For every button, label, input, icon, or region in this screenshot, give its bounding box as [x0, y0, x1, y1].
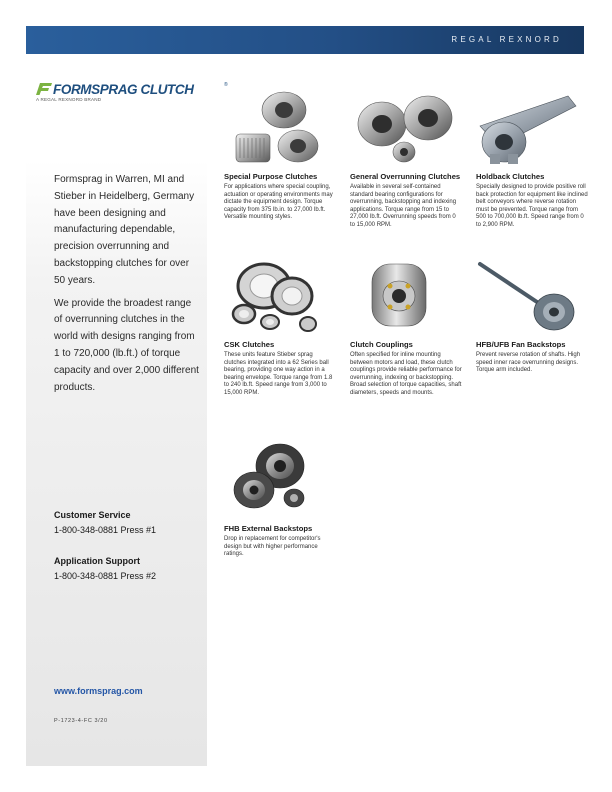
logo-trademark: ®	[224, 82, 228, 88]
product-title: Clutch Couplings	[350, 340, 413, 349]
document-number: P-1723-4-FC 3/20	[54, 718, 108, 724]
product-title: FHB External Backstops	[224, 524, 313, 533]
customer-service-title: Customer Service	[54, 510, 131, 520]
formsprag-logo-icon	[36, 83, 52, 95]
header-brand: REGAL REXNORD	[451, 35, 562, 44]
product-description: Specially designed to provide positive roll back protection for equipment like inclined belt conveyors where reverse rotation must be prevented. Torque range from 500 to 700,000 lb.ft. Speed range from 0 to 2,900 RPM.	[476, 184, 588, 228]
product-title: CSK Clutches	[224, 340, 275, 349]
product-description: Prevent reverse rotation of shafts. High speed inner race overrunning designs. Torque arm included.	[476, 352, 581, 374]
application-support-phone[interactable]: 1-800-348-0881 Press #2	[54, 571, 157, 581]
special-purpose-clutch-image	[224, 88, 336, 170]
product-title: Holdback Clutches	[476, 172, 545, 181]
logo-name: FORMSPRAG CLUTCH	[53, 82, 194, 97]
website-link[interactable]: www.formsprag.com	[54, 686, 143, 696]
fan-backstop-image	[476, 256, 588, 338]
header-bar	[26, 26, 584, 54]
product-description: These units feature Stieber sprag clutches integrated into a 62 Series ball bearing, providing one way action in a bearing envelope. Torque range from 1.8 to 240 lb.ft. Speed range from 3,000 to 15,000 RPM.	[224, 352, 333, 396]
product-description: Often specified for inline mounting between motors and load, these clutch couplings provide reliable performance for overrunning, indexing or backstopping. Broad selection of torque capacities, shaft diameters, speeds and mounts.	[350, 352, 462, 396]
intro-text	[54, 172, 202, 396]
csk-clutch-image	[224, 256, 336, 338]
application-support-block	[54, 556, 204, 581]
product-title: General Overrunning Clutches	[350, 172, 461, 181]
application-support-title: Application Support	[54, 556, 140, 566]
product-title: HFB/UFB Fan Backstops	[476, 340, 566, 349]
clutch-coupling-image	[350, 256, 462, 338]
product-description: Available in several self-contained standard bearing configurations for overrunning, backstopping and indexing applications. Torque range from 15 to 27,000 lb.ft. Overrunning speeds from 0 to 15,000 RPM.	[350, 184, 457, 228]
intro-paragraph-1: Formsprag in Warren, MI and Stieber in Heidelberg, Germany have been designing and manufacturing dependable, precision overrunning and backstopping clutches for over 50 years.	[54, 174, 195, 286]
logo-tagline: A REGAL REXNORD BRAND	[36, 97, 102, 102]
external-backstop-image	[224, 436, 336, 518]
general-overrunning-clutch-image	[350, 88, 462, 170]
holdback-clutch-image	[476, 88, 588, 170]
product-description: For applications where special coupling, actuation or operating environments may dictate the equipment design. Torque capacity from 375 lb.in. to 27,000 lb.ft. Versatile mounting styles.	[224, 184, 333, 221]
product-description: Drop in replacement for competitor's design but with higher performance ratings.	[224, 536, 321, 558]
customer-service-phone[interactable]: 1-800-348-0881 Press #1	[54, 525, 157, 535]
intro-paragraph-2: We provide the broadest range of overrunning clutches in the world with designs ranging from 1 to 720,000 (lb.ft.) of torque capacity and over 2,000 different products.	[54, 297, 199, 393]
customer-service-block	[54, 510, 204, 535]
product-title: Special Purpose Clutches	[224, 172, 318, 181]
